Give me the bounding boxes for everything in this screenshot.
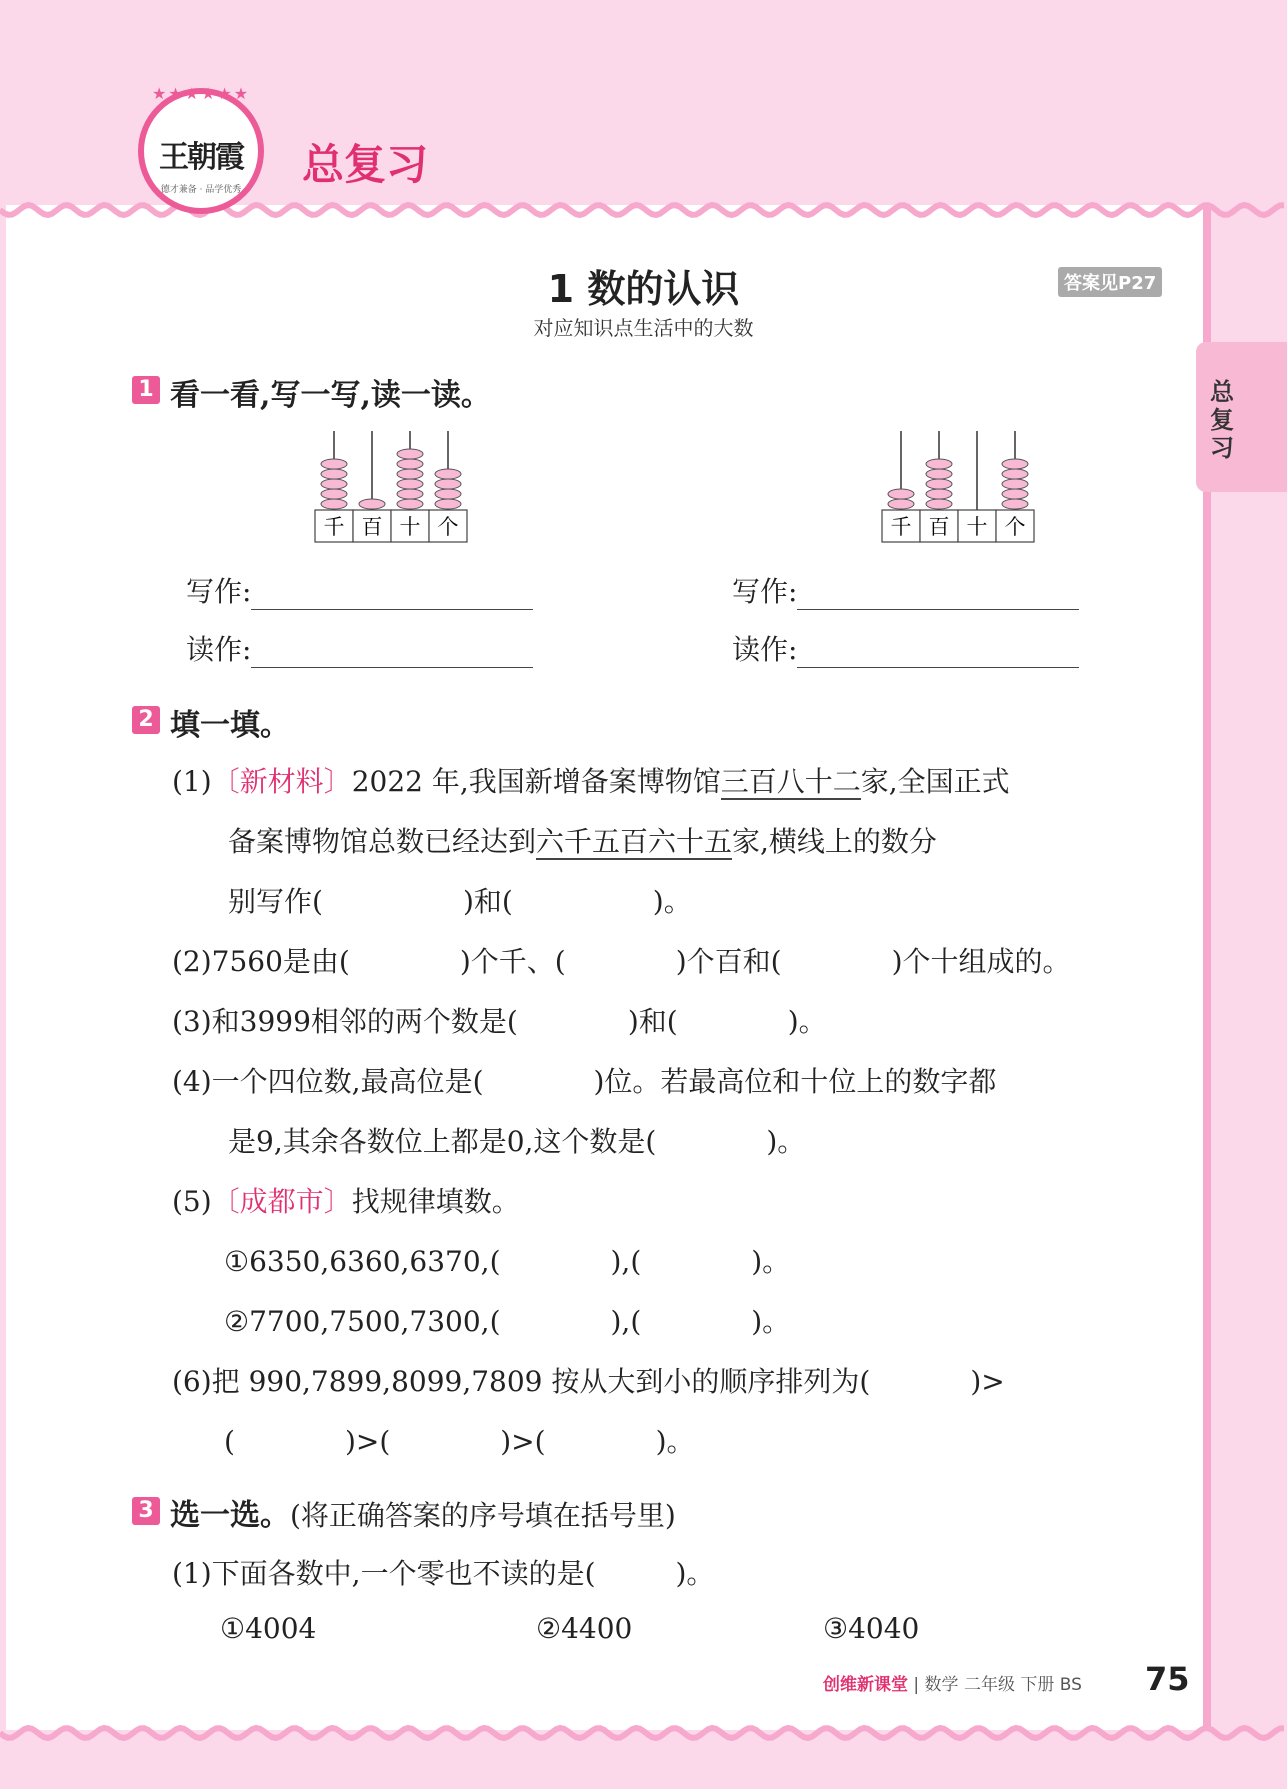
item-text: 家,横线上的数分 xyxy=(732,825,937,858)
q2-item-3 xyxy=(172,1000,827,1040)
abacus-bead xyxy=(888,499,914,509)
option-3[interactable]: ③4040 xyxy=(823,1612,920,1645)
abacus-bead xyxy=(397,499,423,509)
item-text: )。 xyxy=(655,1425,695,1458)
abacus-bead xyxy=(397,479,423,489)
item-text: 备案博物馆总数已经达到 xyxy=(228,825,537,858)
question-title-row xyxy=(170,1490,676,1534)
abacus-place-label: 十 xyxy=(966,515,988,539)
item-text: )>( xyxy=(344,1425,391,1458)
item-text: 2022 年,我国新增备案博物馆 xyxy=(351,765,721,798)
abacus-place-label: 百 xyxy=(361,515,383,539)
logo-text: 王朝霞 xyxy=(159,140,243,175)
footer-text: 数学 二年级 下册 BS xyxy=(924,1675,1082,1695)
side-tab-label: 总复习 xyxy=(1210,378,1234,462)
abacus-bead xyxy=(435,479,461,489)
footer-separator: | xyxy=(913,1675,920,1695)
abacus-bead xyxy=(321,479,347,489)
abacus-bead xyxy=(926,459,952,469)
abacus-bead xyxy=(397,449,423,459)
question-number-badge: 1 xyxy=(132,376,160,404)
write-row-left xyxy=(186,570,533,610)
q2-item-4-line-2 xyxy=(228,1120,805,1160)
abacus-bead xyxy=(926,479,952,489)
new-material-tag: 〔新材料〕 xyxy=(211,765,352,798)
abacus-bead xyxy=(926,489,952,499)
brand-logo xyxy=(138,88,264,214)
logo-subtitle: 德才兼备 · 品学优秀 xyxy=(160,185,242,195)
write-answer-line[interactable] xyxy=(251,579,533,610)
abacus-place-label: 千 xyxy=(890,515,912,539)
q3-item-1 xyxy=(172,1552,714,1592)
item-text: )个十组成的。 xyxy=(891,945,1071,978)
question-title: 填一填。 xyxy=(170,708,290,743)
item-text: 家,全国正式 xyxy=(860,765,1010,798)
item-text: )。 xyxy=(751,1245,791,1278)
abacus-bead xyxy=(359,499,385,509)
abacus-right xyxy=(867,425,1047,545)
q2-item-4-line-1 xyxy=(172,1060,996,1100)
footer-brand: 创维新课堂 xyxy=(823,1675,908,1695)
item-text: 别写作( xyxy=(228,885,323,918)
abacus-bead xyxy=(926,469,952,479)
question-note: (将正确答案的序号填在括号里) xyxy=(290,1499,676,1532)
abacus-bead xyxy=(1002,459,1028,469)
q2-item-1-line-3 xyxy=(228,880,692,920)
abacus-bead xyxy=(397,459,423,469)
item-text: )个百和( xyxy=(675,945,782,978)
read-label: 读作: xyxy=(186,633,252,666)
item-text: )。 xyxy=(675,1557,715,1590)
item-text: 找规律填数。 xyxy=(351,1185,520,1218)
item-text: ②7700,7500,7300,( xyxy=(224,1305,501,1338)
q2-item-6-line-1 xyxy=(172,1360,1005,1400)
abacus-bead xyxy=(1002,489,1028,499)
read-answer-line[interactable] xyxy=(797,637,1079,668)
item-text: (3)和3999相邻的两个数是( xyxy=(172,1005,518,1038)
item-number: (1) xyxy=(172,765,212,798)
answer-reference-badge: 答案见P27 xyxy=(1058,267,1162,297)
lesson-title: 1 数的认识 xyxy=(547,267,740,311)
item-text: (4)一个四位数,最高位是( xyxy=(172,1065,484,1098)
item-text: ),( xyxy=(610,1245,642,1278)
item-text: )。 xyxy=(787,1005,827,1038)
item-text: )个千、( xyxy=(459,945,566,978)
abacus-place-label: 十 xyxy=(399,515,421,539)
abacus-bead xyxy=(321,459,347,469)
write-label: 写作: xyxy=(186,575,252,608)
option-1[interactable]: ①4004 xyxy=(220,1612,317,1645)
abacus-place-label: 百 xyxy=(928,515,950,539)
read-row-right xyxy=(732,628,1079,668)
item-text: )> xyxy=(970,1365,1005,1398)
item-text: ①6350,6360,6370,( xyxy=(224,1245,501,1278)
question-number-badge: 3 xyxy=(132,1497,160,1525)
item-text: )>( xyxy=(500,1425,546,1458)
abacus-bead xyxy=(321,499,347,509)
abacus-place-label: 个 xyxy=(437,515,459,539)
chengdu-tag: 〔成都市〕 xyxy=(211,1185,352,1218)
abacus-place-label: 个 xyxy=(1004,515,1026,539)
q2-item-6-line-2 xyxy=(224,1420,695,1460)
item-text: (2)7560是由( xyxy=(172,945,350,978)
item-text: )位。若最高位和十位上的数字都 xyxy=(593,1065,997,1098)
write-label: 写作: xyxy=(732,575,798,608)
abacus-bead xyxy=(397,469,423,479)
page-number: 75 xyxy=(1145,1660,1190,1698)
item-text: )和( xyxy=(627,1005,678,1038)
item-text: )。 xyxy=(652,885,692,918)
q2-item-5 xyxy=(172,1180,520,1220)
q2-item-5-sub-1 xyxy=(224,1240,790,1280)
option-2[interactable]: ②4400 xyxy=(536,1612,633,1645)
item-text: (1)下面各数中,一个零也不读的是( xyxy=(172,1557,596,1590)
abacus-bead xyxy=(1002,499,1028,509)
abacus-bead xyxy=(321,469,347,479)
abacus-bead xyxy=(435,489,461,499)
item-text: )和( xyxy=(462,885,513,918)
item-number: (5) xyxy=(172,1185,212,1218)
abacus-place-label: 千 xyxy=(323,515,345,539)
question-number-badge: 2 xyxy=(132,706,160,734)
item-text: 是9,其余各数位上都是0,这个数是( xyxy=(228,1125,657,1158)
logo-stars: ★★★★★★ xyxy=(151,84,251,103)
question-title: 看一看,写一写,读一读。 xyxy=(170,378,491,413)
q2-item-2 xyxy=(172,940,1071,980)
item-text: )。 xyxy=(766,1125,806,1158)
abacus-bead xyxy=(926,499,952,509)
write-row-right xyxy=(732,570,1079,610)
item-text: ( xyxy=(224,1425,235,1458)
lesson-subtitle: 对应知识点生活中的大数 xyxy=(533,316,754,340)
abacus-bead xyxy=(1002,469,1028,479)
footer-info xyxy=(823,1670,1082,1695)
abacus-left xyxy=(300,425,480,545)
q2-item-1-line-1 xyxy=(172,760,1010,800)
abacus-bead xyxy=(397,489,423,499)
write-answer-line[interactable] xyxy=(797,579,1079,610)
q2-item-5-sub-2 xyxy=(224,1300,790,1340)
abacus-bead xyxy=(435,499,461,509)
header-title: 总复习 xyxy=(302,140,429,189)
abacus-bead xyxy=(1002,479,1028,489)
abacus-bead xyxy=(321,489,347,499)
item-text: )。 xyxy=(751,1305,791,1338)
abacus-bead xyxy=(435,469,461,479)
read-row-left xyxy=(186,628,533,668)
item-text: ),( xyxy=(610,1305,642,1338)
item-text: (6)把 990,7899,8099,7809 按从大到小的顺序排列为( xyxy=(172,1365,871,1398)
abacus-bead xyxy=(888,489,914,499)
q2-item-1-line-2 xyxy=(228,820,937,860)
question-title: 选一选。 xyxy=(170,1498,290,1533)
read-label: 读作: xyxy=(732,633,798,666)
underlined-number-1: 三百八十二 xyxy=(720,765,861,798)
read-answer-line[interactable] xyxy=(251,637,533,668)
underlined-number-2: 六千五百六十五 xyxy=(536,825,733,858)
bottom-wave-border xyxy=(0,1718,1287,1748)
